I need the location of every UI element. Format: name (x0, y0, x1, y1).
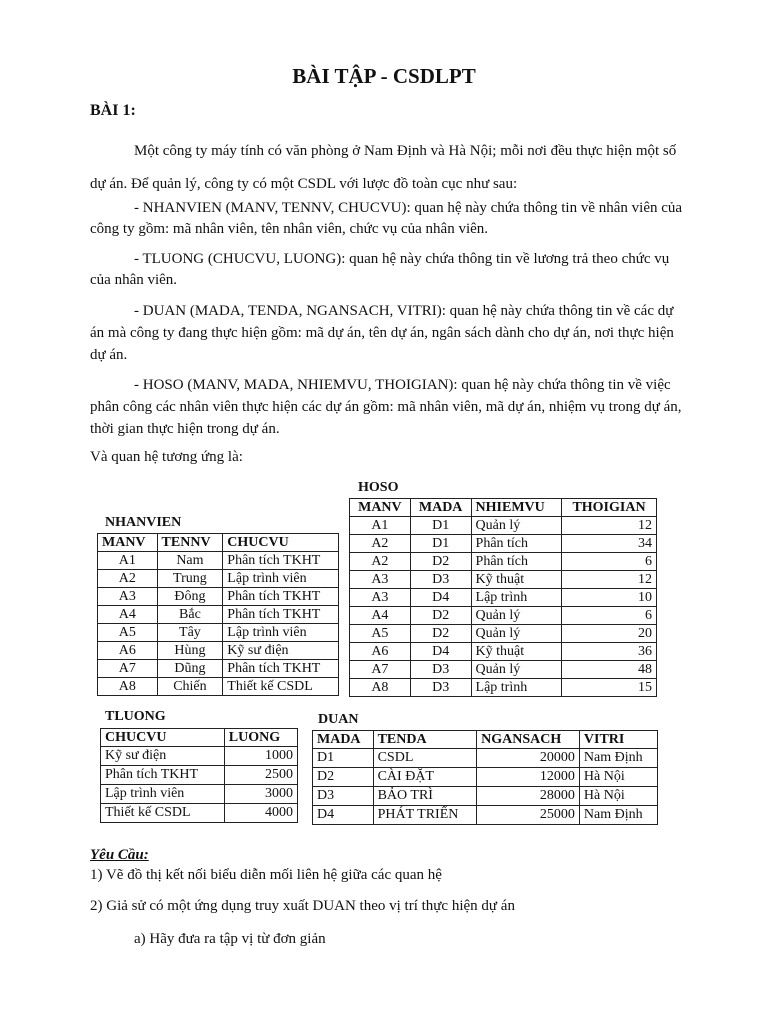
table-row (350, 607, 657, 625)
table-cell: D1 (410, 517, 471, 535)
table-header-row (350, 499, 657, 517)
table-row (313, 749, 658, 768)
table-cell: A2 (350, 535, 411, 553)
intro-paragraph: Một công ty máy tính có văn phòng ở Nam Định và Hà Nội; mỗi nơi đều thực hiện một số dự án. Để quản lý, công ty có một CSDL với lược đồ toàn cục như sau: (90, 143, 677, 192)
table-row (350, 517, 657, 535)
table-cell: A5 (350, 625, 411, 643)
table-cell: Quản lý (471, 607, 561, 625)
table-cell: CSDL (373, 749, 477, 768)
table-cell: 34 (562, 535, 657, 553)
table-cell: D3 (410, 571, 471, 589)
table-label-hoso: HOSO (358, 480, 399, 495)
table-row (98, 588, 339, 606)
table-label-tluong: TLUONG (105, 709, 166, 724)
table-row (313, 768, 658, 787)
table-row (350, 571, 657, 589)
table-cell: D4 (410, 589, 471, 607)
column-header: MADA (410, 499, 471, 517)
table-duan (312, 730, 658, 825)
table-cell: 3000 (224, 785, 297, 804)
table-cell: 20 (562, 625, 657, 643)
table-cell: Kỹ sư điện (101, 747, 225, 766)
table-cell: Nam Định (579, 806, 657, 825)
relation-hoso-desc: - HOSO (MANV, MADA, NHIEMVU, THOIGIAN): quan hệ này chứa thông tin về việc phân công các nhân viên thực hiện các dự án gồm: mã nhân viên, mã dự án, nhiệm vụ trong dự án, thời gian thực hiện trong dự án. (90, 377, 682, 437)
table-cell: A2 (98, 570, 158, 588)
table-cell: CÀI ĐẶT (373, 768, 477, 787)
table-cell: Quản lý (471, 625, 561, 643)
table-row (350, 643, 657, 661)
requirements-heading: Yêu Cầu: (90, 847, 149, 863)
requirement-1: 1) Vẽ đồ thị kết nối biểu diễn mối liên hệ giữa các quan hệ (90, 867, 442, 883)
table-cell: Bắc (157, 606, 223, 624)
table-cell: 36 (562, 643, 657, 661)
column-header: LUONG (224, 729, 297, 747)
table-cell: A2 (350, 553, 411, 571)
column-header: TENDA (373, 731, 477, 749)
table-tluong (100, 728, 298, 823)
table-cell: Phân tích TKHT (223, 552, 339, 570)
table-cell: A8 (350, 679, 411, 697)
table-cell: Quản lý (471, 661, 561, 679)
table-row (350, 679, 657, 697)
table-cell: D2 (410, 553, 471, 571)
column-header: MANV (98, 534, 158, 552)
table-cell: 15 (562, 679, 657, 697)
table-cell: 20000 (477, 749, 580, 768)
table-cell: D2 (410, 607, 471, 625)
column-header: THOIGIAN (562, 499, 657, 517)
table-cell: Phân tích TKHT (223, 660, 339, 678)
column-header: CHUCVU (223, 534, 339, 552)
table-row (350, 625, 657, 643)
table-cell: D4 (410, 643, 471, 661)
requirement-2a: a) Hãy đưa ra tập vị từ đơn giản (134, 931, 326, 947)
table-cell: Đông (157, 588, 223, 606)
column-header: NGANSACH (477, 731, 580, 749)
table-cell: Thiết kế CSDL (223, 678, 339, 696)
column-header: CHUCVU (101, 729, 225, 747)
table-cell: A1 (98, 552, 158, 570)
table-cell: 10 (562, 589, 657, 607)
table-cell: A7 (98, 660, 158, 678)
page-title: BÀI TẬP - CSDLPT (292, 64, 476, 88)
table-cell: Lập trình viên (223, 624, 339, 642)
table-cell: D2 (313, 768, 374, 787)
table-cell: 28000 (477, 787, 580, 806)
table-cell: A1 (350, 517, 411, 535)
table-cell: Hà Nội (579, 768, 657, 787)
table-cell: Nam (157, 552, 223, 570)
table-cell: Nam Định (579, 749, 657, 768)
table-cell: D2 (410, 625, 471, 643)
table-cell: D3 (410, 679, 471, 697)
table-label-nhanvien: NHANVIEN (105, 515, 182, 530)
table-cell: Lập trình (471, 589, 561, 607)
table-cell: D4 (313, 806, 374, 825)
table-cell: Phân tích TKHT (223, 606, 339, 624)
table-cell: Quản lý (471, 517, 561, 535)
table-row (101, 785, 298, 804)
table-cell: A4 (350, 607, 411, 625)
table-row (350, 589, 657, 607)
column-header: NHIEMVU (471, 499, 561, 517)
table-row (350, 553, 657, 571)
table-cell: D1 (410, 535, 471, 553)
table-cell: 6 (562, 553, 657, 571)
relation-tluong-desc: - TLUONG (CHUCVU, LUONG): quan hệ này chứa thông tin về lương trả theo chức vụ của nhân viên. (90, 251, 670, 288)
table-row (98, 552, 339, 570)
requirement-2: 2) Giả sử có một ứng dụng truy xuất DUAN theo vị trí thực hiện dự án (90, 898, 515, 914)
section-heading: BÀI 1: (90, 102, 136, 119)
table-cell: Thiết kế CSDL (101, 804, 225, 823)
table-cell: 25000 (477, 806, 580, 825)
table-cell: Tây (157, 624, 223, 642)
table-cell: D3 (410, 661, 471, 679)
table-cell: Phân tích (471, 535, 561, 553)
table-cell: D1 (313, 749, 374, 768)
table-cell: Dũng (157, 660, 223, 678)
table-label-duan: DUAN (318, 712, 359, 727)
table-row (101, 804, 298, 823)
table-cell: PHÁT TRIỂN (373, 806, 477, 825)
table-cell: A3 (98, 588, 158, 606)
table-cell: Lập trình (471, 679, 561, 697)
table-cell: A8 (98, 678, 158, 696)
table-row (313, 806, 658, 825)
relation-duan-desc: - DUAN (MADA, TENDA, NGANSACH, VITRI): quan hệ này chứa thông tin về các dự án mà công ty đang thực hiện gồm: mã dự án, tên dự án, ngân sách dành cho dự án, nơi thực hiện dự án. (90, 303, 674, 363)
table-cell: Chiến (157, 678, 223, 696)
table-cell: A5 (98, 624, 158, 642)
table-header-row (101, 729, 298, 747)
table-cell: A6 (350, 643, 411, 661)
table-cell: Kỹ sư điện (223, 642, 339, 660)
table-cell: 48 (562, 661, 657, 679)
table-cell: 12 (562, 571, 657, 589)
column-header: MADA (313, 731, 374, 749)
table-cell: D3 (313, 787, 374, 806)
table-row (350, 661, 657, 679)
table-header-row (98, 534, 339, 552)
table-cell: BẢO TRÌ (373, 787, 477, 806)
table-header-row (313, 731, 658, 749)
table-row (98, 606, 339, 624)
table-hoso (349, 498, 657, 697)
table-row (98, 660, 339, 678)
table-cell: Hùng (157, 642, 223, 660)
table-row (350, 535, 657, 553)
table-cell: 12000 (477, 768, 580, 787)
table-cell: Hà Nội (579, 787, 657, 806)
table-cell: Phân tích TKHT (101, 766, 225, 785)
column-header: TENNV (157, 534, 223, 552)
table-cell: A4 (98, 606, 158, 624)
table-cell: A6 (98, 642, 158, 660)
table-row (101, 766, 298, 785)
table-row (98, 624, 339, 642)
table-cell: A3 (350, 589, 411, 607)
table-cell: Lập trình viên (101, 785, 225, 804)
table-cell: Phân tích TKHT (223, 588, 339, 606)
table-row (98, 570, 339, 588)
table-row (98, 678, 339, 696)
relation-nhanvien-desc: - NHANVIEN (MANV, TENNV, CHUCVU): quan hệ này chứa thông tin về nhân viên của công ty gồm: mã nhân viên, tên nhân viên, chức vụ của nhân viên. (90, 200, 683, 237)
table-cell: 1000 (224, 747, 297, 766)
table-cell: Kỹ thuật (471, 643, 561, 661)
column-header: MANV (350, 499, 411, 517)
table-row (313, 787, 658, 806)
table-row (98, 642, 339, 660)
table-cell: A3 (350, 571, 411, 589)
table-cell: Phân tích (471, 553, 561, 571)
relations-intro: Và quan hệ tương ứng là: (90, 449, 243, 465)
table-cell: Trung (157, 570, 223, 588)
table-cell: Kỹ thuật (471, 571, 561, 589)
table-cell: 2500 (224, 766, 297, 785)
table-cell: Lập trình viên (223, 570, 339, 588)
table-nhanvien (97, 533, 339, 696)
table-cell: 4000 (224, 804, 297, 823)
table-row (101, 747, 298, 766)
column-header: VITRI (579, 731, 657, 749)
table-cell: 6 (562, 607, 657, 625)
table-cell: 12 (562, 517, 657, 535)
table-cell: A7 (350, 661, 411, 679)
